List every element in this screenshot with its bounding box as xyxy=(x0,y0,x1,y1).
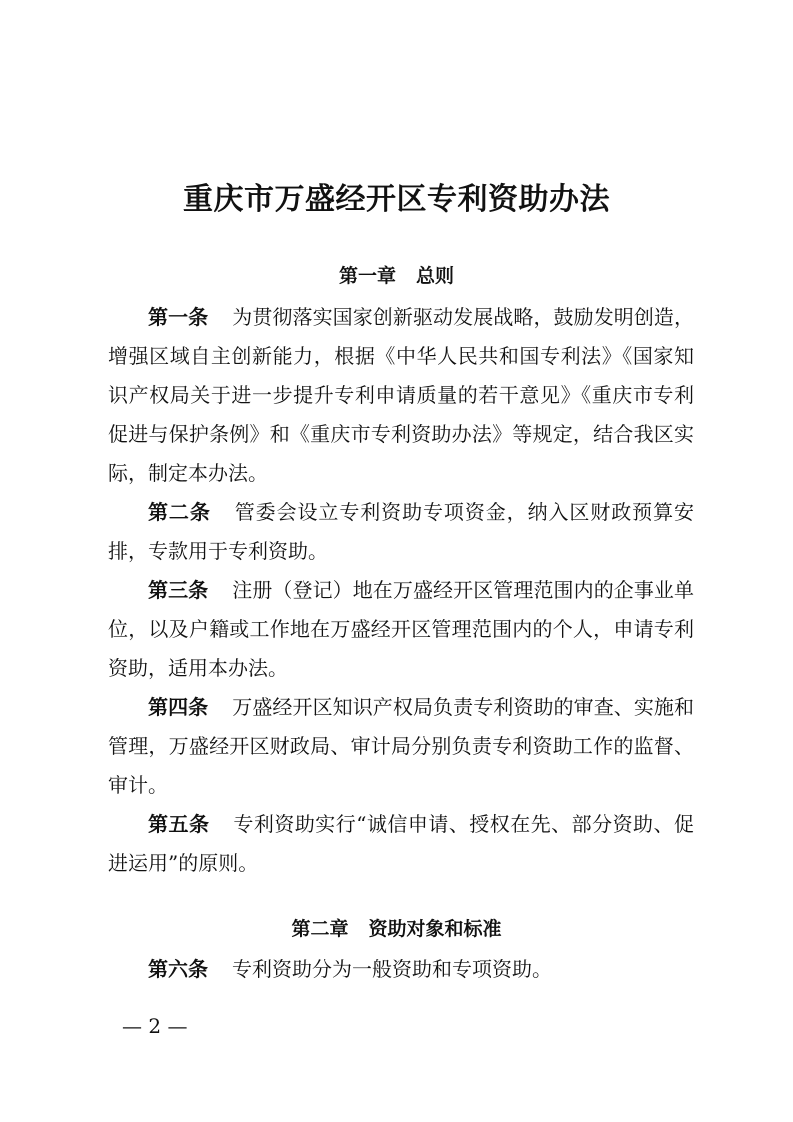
article-text: 注册（登记）地在万盛经开区管理范围内的企事业单位，以及户籍或工作地在万盛经开区管理范围内的个人，申请专利资助，适用本办法。 xyxy=(108,578,695,680)
chapter-heading-2 xyxy=(0,915,793,943)
article-label: 第一条 xyxy=(148,305,209,329)
article-label: 第四条 xyxy=(148,695,209,719)
chapter-1-body xyxy=(108,298,694,883)
article-label: 第六条 xyxy=(148,957,208,981)
chapter-name: 资助对象和标准 xyxy=(368,918,502,940)
chapter-number: 第一章 xyxy=(338,265,396,287)
article-text: 为贯彻落实国家创新驱动发展战略，鼓励发明创造，增强区域自主创新能力，根据《中华人民共和国专利法》《国家知识产权局关于进一步提升专利申请质量的若干意见》《重庆市专利促进与保护条例》和《重庆市专利资助办法》等规定，结合我区实际，制定本办法。 xyxy=(108,305,695,485)
chapter-name: 总则 xyxy=(416,265,455,287)
page-number: — 2 — xyxy=(122,1014,188,1038)
document-title: 重庆市万盛经开区专利资助办法 xyxy=(183,182,610,217)
article-text: 专利资助实行“诚信申请、授权在先、部分资助、促进运用”的原则。 xyxy=(108,812,694,875)
article-text: 专利资助分为一般资助和专项资助。 xyxy=(232,957,552,981)
article-label: 第二条 xyxy=(148,500,211,524)
article-text: 管委会设立专利资助专项资金，纳入区财政预算安排，专款用于专利资助。 xyxy=(108,500,694,563)
chapter-2-body xyxy=(108,950,694,989)
article-3 xyxy=(108,571,694,688)
article-label: 第五条 xyxy=(148,812,210,836)
article-4 xyxy=(108,688,694,805)
article-1 xyxy=(108,298,694,493)
article-2 xyxy=(108,493,694,571)
article-text: 万盛经开区知识产权局负责专利资助的审查、实施和管理，万盛经开区财政局、审计局分别负责专利资助工作的监督、审计。 xyxy=(108,695,695,797)
chapter-number: 第二章 xyxy=(291,918,349,940)
article-5 xyxy=(108,805,694,883)
article-label: 第三条 xyxy=(148,578,209,602)
article-6 xyxy=(108,950,694,989)
chapter-heading-1 xyxy=(0,262,793,290)
